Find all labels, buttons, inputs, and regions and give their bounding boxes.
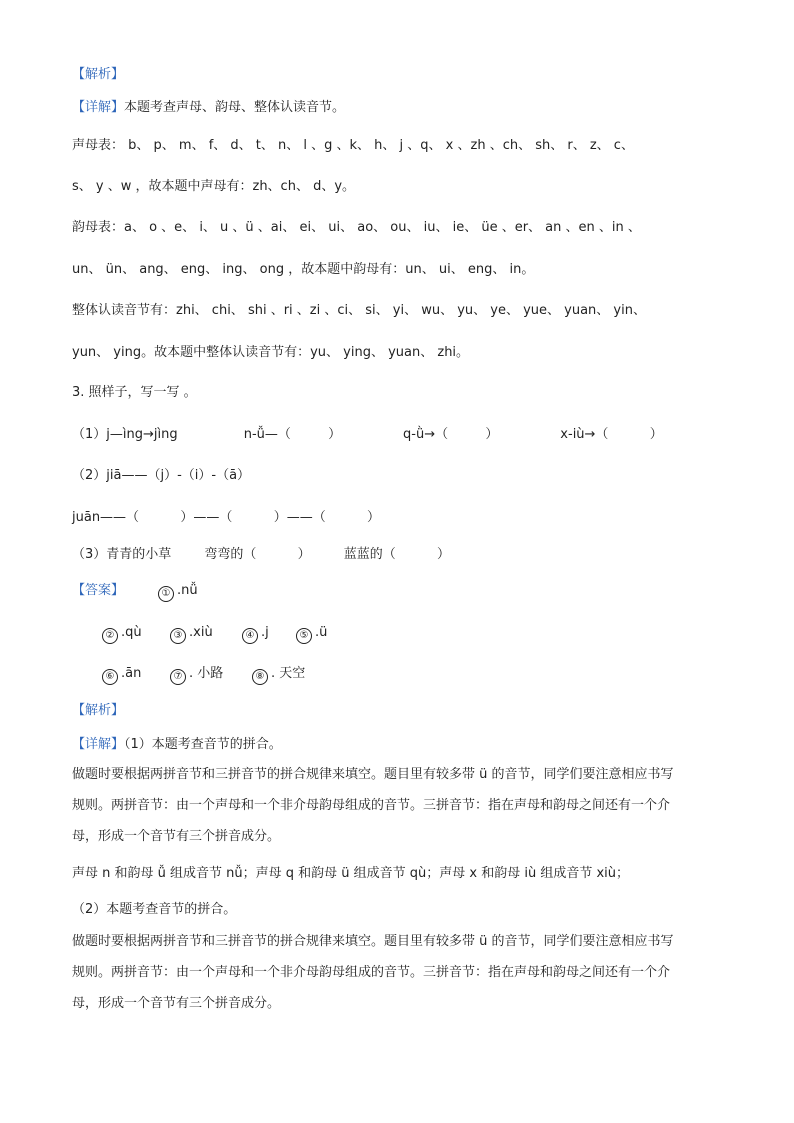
answer-text: .nǚ	[177, 583, 198, 598]
answer-text: .ān	[121, 666, 142, 681]
finals-table-line-2: un、 ün、 ang、 eng、 ing、 ong ，故本题中韵母有：un、 ui、 eng、 in。	[72, 262, 535, 277]
explanation-paragraph-2-line-3: 母，形成一个音节有三个拼音成分。	[72, 996, 281, 1011]
answer-text: . 小路	[189, 666, 224, 681]
finals-table-line-1: 韵母表：a、 o 、e、 i、 u 、ü 、ai、 ei、 ui、 ao、 ou、 iu、 ie、 üe 、er、 an 、en 、in 、	[72, 220, 641, 235]
detail-line-1	[72, 100, 345, 116]
question-3-part-3: （3）青青的小草 弯弯的（ ） 蓝蓝的（ ）	[72, 547, 451, 562]
detail-line-2	[72, 737, 282, 753]
answer-item	[296, 625, 327, 644]
question-3-part-2: （2）jiā——（j）-（i）-（ā）	[72, 468, 251, 483]
question-3-title: 3. 照样子，写一写 。	[72, 385, 197, 400]
answer-item	[170, 625, 213, 644]
whole-syllables-line-2: yun、 ying。故本题中整体认读音节有：yu、 ying、 yuan、 zhi。	[72, 345, 470, 360]
question-3-part-2-blanks: juān——（ ）——（ ）——（ ）	[72, 510, 381, 525]
answer-number: ②	[102, 628, 118, 644]
explanation-paragraph-1-line-1: 做题时要根据两拼音节和三拼音节的拼合规律来填空。题目里有较多带 ü 的音节，同学们要注意相应书写	[72, 767, 674, 782]
answer-heading: 【答案】	[72, 583, 125, 598]
detail-text-1: 本题考查声母、韵母、整体认读音节。	[124, 100, 346, 115]
answer-text: .ü	[315, 625, 328, 640]
initials-table-line-2: s、 y 、w ，故本题中声母有：zh、ch、 d、y。	[72, 179, 356, 194]
answer-item	[170, 666, 223, 685]
answer-text: .qù	[121, 625, 142, 640]
whole-syllables-line-1: 整体认读音节有：zhi、 chi、 shi 、ri 、zi 、ci、 si、 yi、 wu、 yu、 ye、 yue、 yuan、 yin、	[72, 303, 646, 318]
answer-number: ⑦	[170, 669, 186, 685]
analysis-heading-1: 【解析】	[72, 67, 125, 82]
analysis-heading-2: 【解析】	[72, 703, 125, 718]
answer-item	[252, 666, 305, 685]
explanation-syllable-answers: 声母 n 和韵母 ǚ 组成音节 nǚ；声母 q 和韵母 ü 组成音节 qù；声母 x 和韵母 iù 组成音节 xiù；	[72, 866, 630, 881]
detail-tag-2: 【详解】	[72, 737, 125, 752]
answer-number: ⑥	[102, 669, 118, 685]
explanation-paragraph-2-line-1: 做题时要根据两拼音节和三拼音节的拼合规律来填空。题目里有较多带 ü 的音节，同学们要注意相应书写	[72, 934, 674, 949]
answer-text: . 天空	[271, 666, 306, 681]
answer-number: ⑤	[296, 628, 312, 644]
answer-item	[102, 625, 142, 644]
answer-item	[158, 583, 198, 602]
answer-text: .j	[261, 625, 269, 640]
answer-number: ①	[158, 586, 174, 602]
answer-item	[242, 625, 269, 644]
answer-number: ④	[242, 628, 258, 644]
answer-item	[102, 666, 141, 685]
detail-text-2: （1）本题考查音节的拼合。	[124, 737, 282, 752]
question-3-part-1: （1）j—ìng→jìng n-ǚ—（ ） q-ǜ→（ ） x-iù→（ ）	[72, 427, 663, 442]
explanation-paragraph-1-line-3: 母，形成一个音节有三个拼音成分。	[72, 829, 281, 844]
answer-number: ③	[170, 628, 186, 644]
detail-tag-1: 【详解】	[72, 100, 125, 115]
explanation-part-2-title: （2）本题考查音节的拼合。	[72, 902, 237, 917]
explanation-paragraph-1-line-2: 规则。两拼音节：由一个声母和一个非介母韵母组成的音节。三拼音节：指在声母和韵母之间还有一个介	[72, 798, 671, 813]
explanation-paragraph-2-line-2: 规则。两拼音节：由一个声母和一个非介母韵母组成的音节。三拼音节：指在声母和韵母之间还有一个介	[72, 965, 671, 980]
answer-number: ⑧	[252, 669, 268, 685]
initials-table-line-1: 声母表： b、 p、 m、 f、 d、 t、 n、 l 、g 、k、 h、 j 、q、 x 、zh 、ch、 sh、 r、 z、 c、	[72, 138, 634, 153]
answer-text: .xiù	[189, 625, 213, 640]
